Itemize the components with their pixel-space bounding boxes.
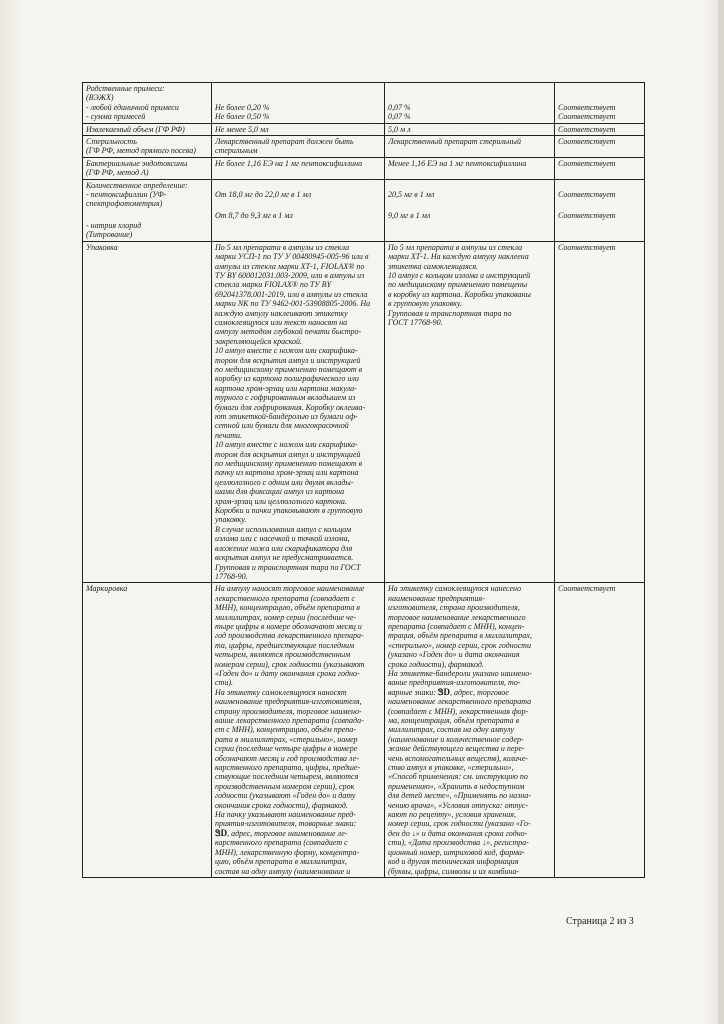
result-line: 10 ампул с кольцом излома и инструкцией xyxy=(388,270,531,280)
spec-line: окончания срока годности), фармакод. xyxy=(215,800,348,810)
conclusion-cell xyxy=(555,179,645,241)
spec-line: Не более 0,50 % xyxy=(215,112,270,122)
result-line: сти), «Дата производства ↓», регистра- xyxy=(388,838,529,848)
param-line: Бактериальные эндотоксины xyxy=(86,158,188,168)
spec-line: вскрытия ампул не предусматривается. xyxy=(215,553,354,563)
param-line: Извлекаемый объем (ГФ РФ) xyxy=(86,124,185,134)
result-line: наименование лекарственного препарата xyxy=(388,697,532,707)
spec-line: стерильным xyxy=(215,146,258,156)
spec-line: тором для вскрытия ампул и инструкцией xyxy=(215,449,361,459)
spec-line: целлюлозного с одним или двумя вклады- xyxy=(215,477,354,487)
param-line: (ВЭЖХ) xyxy=(86,93,114,103)
spec-line: Не более 1,16 ЕЭ на 1 мг пентоксифиллина xyxy=(215,158,363,168)
conclusion-cell xyxy=(555,241,645,583)
spec-line: печати. xyxy=(215,430,243,440)
result-line: марки ХТ-1. На каждую ампулу наклеена xyxy=(388,252,529,262)
spec-cell xyxy=(212,241,385,583)
spec-line: Групповая и транспортная тара по ГОСТ xyxy=(215,562,361,572)
conclusion-line: Соответствует xyxy=(558,102,616,112)
table-row-assay xyxy=(83,179,645,241)
param-line: (ГФ РФ, метод прямого посева) xyxy=(86,146,196,156)
param-line: - любой единичной примеси xyxy=(86,102,179,112)
spec-line: по медицинскому применению помещают в xyxy=(215,459,363,469)
param-line: Упаковка xyxy=(86,242,118,252)
spec-line: Коробки и пачки упаковывают в групповую xyxy=(215,506,363,516)
spec-line: вложение ножа или скарификатора для xyxy=(215,543,353,553)
result-line: кают по рецепту», условия хранения, xyxy=(388,810,517,820)
spec-line: номером серии), срок годности (указывают xyxy=(215,659,365,669)
spec-line: производственным номером серии), срок xyxy=(215,781,355,791)
spec-line: хром-эрзац или целлюлозного картона. xyxy=(215,496,347,506)
conclusion-cell xyxy=(555,123,645,135)
spec-line: сти). xyxy=(215,678,233,688)
result-cell xyxy=(385,241,555,583)
result-line: (буквы, цифры, символы и их комбина- xyxy=(388,866,520,876)
result-line: наименование предприятия- xyxy=(388,593,485,603)
spec-line: Не менее 5,0 мл xyxy=(215,124,269,134)
spec-line: приятия-изготовителя, товарные знаки: xyxy=(215,819,357,829)
conclusion-cell xyxy=(555,157,645,179)
param-line: Количественное определение: xyxy=(86,180,188,190)
conclusion-cell xyxy=(555,136,645,158)
specification-table xyxy=(82,82,645,878)
result-line: этикетка самоклеящаяся. xyxy=(388,261,479,271)
conclusion-line: Соответствует xyxy=(558,584,616,594)
spec-line: ют этикеткой-бандеролью из бумаги оф- xyxy=(215,412,358,421)
conclusion-line xyxy=(558,84,641,93)
conclusion-line: Соответствует xyxy=(558,211,616,221)
result-line: Групповая и транспортная тара по xyxy=(388,308,512,318)
result-line: миллилитрах, состав на одну ампулу xyxy=(388,725,514,735)
spec-line: сетной или бумаги для многокрасочной xyxy=(215,421,349,431)
result-line: На этикетке-бандероли указано наимено- xyxy=(388,668,532,678)
result-line: применению», «Хранить в недоступном xyxy=(388,781,525,791)
spec-line: «Годен до» и дату окончания срока годно- xyxy=(215,668,360,678)
spec-line: стекла марки FIOLAX® по ТУ BY xyxy=(215,280,332,290)
result-line: номер серии, срок годности (указано «Го- xyxy=(388,819,531,829)
param-cell xyxy=(83,241,212,583)
param-line: - натрия хлорид xyxy=(86,220,142,230)
spec-cell xyxy=(212,157,385,179)
result-line: ма, концентрация, объём препарата в xyxy=(388,716,520,725)
table-row-extractable-volume xyxy=(83,123,645,135)
spacer xyxy=(388,199,551,211)
spec-line: бумаги для гофрирования. Коробку оклеива- xyxy=(215,402,366,412)
spec-line: коробку из картона полиграфического или xyxy=(215,374,359,384)
param-cell xyxy=(83,123,212,135)
spec-line: лекарственного препарата (совпадает с xyxy=(215,593,355,603)
result-line: изготовителя, страна производителя, xyxy=(388,603,520,613)
result-line xyxy=(388,84,551,93)
table-row-sterility xyxy=(83,136,645,158)
result-line: препарата (совпадает с МНН), концен- xyxy=(388,621,525,631)
param-line: (Титрование) xyxy=(86,230,133,240)
result-line: ство ампул в упаковке, «стерильно», xyxy=(388,763,514,773)
spec-line: Лекарственный препарат должен быть xyxy=(215,137,354,147)
spec-line: 692041378.001-2019, или в ампулы из стекла xyxy=(215,289,368,299)
table-row-impurities xyxy=(83,83,645,124)
param-line: - сумма примесей xyxy=(86,112,146,122)
spacer xyxy=(86,209,208,221)
spec-line: ампулу методом глубокой печати быстро- xyxy=(215,327,362,337)
page-number: Страница 2 из 3 xyxy=(566,916,634,927)
result-line: 5,0 м л xyxy=(388,124,411,134)
result-line: «стерильно», номер серии, срок годности xyxy=(388,640,531,650)
result-cell xyxy=(385,123,555,135)
spec-line: карственного препарата (совпадает с xyxy=(215,838,348,848)
specification-table-body xyxy=(83,83,645,878)
spec-line: На пачку указывают наименование пред- xyxy=(215,810,356,820)
result-cell xyxy=(385,157,555,179)
spec-line: МНН), лекарственную форму, концентра- xyxy=(215,847,360,857)
spec-line: карственного препарата, цифры, предше- xyxy=(215,763,361,773)
result-line: (совпадает с МНН), лекарственная фор- xyxy=(388,706,529,716)
result-line: ден до ↓» и дата окончания срока годно- xyxy=(388,828,528,838)
spec-line: излома или с насечкой и точкой излома, xyxy=(215,534,350,544)
result-line: 20,5 мг в 1 мл xyxy=(388,190,435,200)
table-row-endotoxins xyxy=(83,157,645,179)
spec-line: ампулы из стекла марки ХТ-1, FIOLAX® по xyxy=(215,261,365,271)
spec-line: тыре цифры в номере обозначают месяц и xyxy=(215,621,362,631)
spec-line: МНН), концентрацию, объём препарата в xyxy=(215,603,360,613)
result-cell xyxy=(385,83,555,124)
spec-line: шами для фиксации ампул из картона xyxy=(215,487,345,497)
trademark-line: ᏕD, адрес, торговое наименование ле- xyxy=(215,828,348,838)
result-line: ционный номер, штриховой код, фарма- xyxy=(388,847,525,857)
conclusion-line xyxy=(558,93,641,102)
spacer xyxy=(215,199,381,211)
page-edge-shadow xyxy=(718,0,724,1024)
param-cell xyxy=(83,179,212,241)
spec-line xyxy=(215,181,381,190)
spec-line: четырем, являются производственным xyxy=(215,650,351,660)
spec-line xyxy=(215,93,381,102)
table-row-labeling xyxy=(83,583,645,878)
spec-line: марки УСП-1 по ТУ У 00480945-005-96 или в xyxy=(215,252,369,262)
param-cell xyxy=(83,136,212,158)
conclusion-line: Соответствует xyxy=(558,158,616,168)
result-line: вание предприятия-изготовителя, то- xyxy=(388,678,521,688)
spec-line: ствующие последним четырем, являются xyxy=(215,772,359,782)
conclusion-cell xyxy=(555,83,645,124)
result-line: по медицинскому применению помещены xyxy=(388,280,528,290)
result-cell xyxy=(385,136,555,158)
param-line: Стерильность xyxy=(86,137,137,147)
result-cell xyxy=(385,179,555,241)
spec-line: по медицинскому применению помещают в xyxy=(215,364,363,374)
spec-line: упаковку. xyxy=(215,515,247,525)
spec-line: самоклеящуюся или текст наносят на xyxy=(215,317,348,327)
spec-line: картона хром-эрзац или картона макула- xyxy=(215,383,357,393)
spec-cell xyxy=(212,123,385,135)
result-line: жание действующего вещества и пере- xyxy=(388,744,525,754)
spec-line: По 5 мл препарата в ампулы из стекла xyxy=(215,242,350,252)
spec-cell xyxy=(212,83,385,124)
spec-line: 10 ампул вместе с ножом или скарифика- xyxy=(215,346,358,356)
spec-line: ет с МНН), концентрацию, объём препа- xyxy=(215,725,356,735)
param-line: спектрофотометрия) xyxy=(86,199,163,209)
spec-line: та, цифры, предшествующие последним xyxy=(215,640,355,650)
conclusion-line: Соответствует xyxy=(558,190,616,200)
result-line: 0,07 % xyxy=(388,102,411,112)
spec-line: закрепляющейся краской. xyxy=(215,336,303,346)
spec-line: страну производителя, торговое наимено- xyxy=(215,706,362,716)
trademark-icon: ᏕD xyxy=(437,687,450,697)
spec-line: серии (последние четыре цифры в номере xyxy=(215,744,358,754)
conclusion-cell xyxy=(555,583,645,878)
spacer xyxy=(558,199,641,211)
spec-line: На ампулу наносят торговое наименование xyxy=(215,584,365,594)
spec-cell xyxy=(212,136,385,158)
spec-line: состав на одну ампулу (наименование и xyxy=(215,866,351,876)
result-line: код и другая техническая информация xyxy=(388,857,519,867)
result-line: чень вспомогательных веществ), количе- xyxy=(388,753,528,763)
result-line: срока годности), фармакод. xyxy=(388,659,484,669)
result-line: чению врача», «Условия отпуска: отпус- xyxy=(388,800,529,810)
conclusion-line: Соответствует xyxy=(558,137,616,147)
result-line xyxy=(388,181,551,190)
result-line: торговое наименование лекарственного xyxy=(388,612,526,622)
result-line: По 5 мл препарата в ампулы из стекла xyxy=(388,242,523,252)
result-line: (наименование и количественное содер- xyxy=(388,734,524,744)
spec-line: годности (указывают «Годен до» и дату xyxy=(215,791,356,801)
spec-line: наименование предприятия-изготовителя, xyxy=(215,697,362,707)
spec-line: турного с гофрированным вкладышем из xyxy=(215,393,356,403)
param-line: (ГФ РФ, метод А) xyxy=(86,168,149,178)
result-cell xyxy=(385,583,555,878)
param-line: Родственные примеси: xyxy=(86,84,165,93)
spec-line: цию, объём препарата в миллилитрах, xyxy=(215,857,347,867)
trademark-icon: ᏕD xyxy=(215,828,228,838)
result-line: ГОСТ 17768-90. xyxy=(388,317,443,327)
result-line: (указано «Годен до» и дата окончания xyxy=(388,650,520,660)
param-cell xyxy=(83,157,212,179)
param-line: - пентоксифиллин (УФ- xyxy=(86,190,167,200)
spec-cell xyxy=(212,583,385,878)
conclusion-line: Соответствует xyxy=(558,112,616,122)
result-line: трация, объём препарата в миллилитрах, xyxy=(388,631,532,641)
result-line: 9,0 мг в 1 мл xyxy=(388,211,431,221)
conclusion-line xyxy=(558,181,641,190)
spec-line: пачку из картона хром-эрзац или картона xyxy=(215,468,359,478)
conclusion-line: Соответствует xyxy=(558,242,616,252)
result-line: На этикетку самоклеящуюся нанесено xyxy=(388,584,521,594)
param-cell xyxy=(83,583,212,878)
spec-line: обозначают месяц и год производства ле- xyxy=(215,753,359,763)
spec-line: ТУ BY 600012031.003-2009, или в ампулы из xyxy=(215,270,365,280)
result-line: в групповую упаковку. xyxy=(388,299,462,309)
result-line: в коробку из картона. Коробки упакованы xyxy=(388,289,531,299)
result-line: Менее 1,16 ЕЭ на 1 мг пентоксифиллина xyxy=(388,158,527,168)
spec-line: каждую ампулу наклеивают этикетку xyxy=(215,308,348,318)
spec-line: тором для вскрытия ампул и инструкцией xyxy=(215,355,361,365)
conclusion-line: Соответствует xyxy=(558,124,616,134)
result-line: для детей месте», «Применять по назна- xyxy=(388,791,531,801)
result-line: Лекарственный препарат стерильный xyxy=(388,137,521,147)
spec-cell xyxy=(212,179,385,241)
table-row-packaging xyxy=(83,241,645,583)
spec-line: 10 ампул вместе с ножом или скарифика- xyxy=(215,440,358,450)
trademark-line: варные знаки: ᏕD, адрес, торговое xyxy=(388,687,509,697)
spec-line: На этикетку самоклеящуюся наносят xyxy=(215,687,347,697)
result-line xyxy=(388,93,551,102)
spec-line xyxy=(215,84,381,93)
result-line: 0,07 % xyxy=(388,112,411,122)
spec-line: вание лекарственного препарата (совпада- xyxy=(215,716,364,725)
spec-line: год производства лекарственного препара- xyxy=(215,631,364,641)
spec-line: 17768-90. xyxy=(215,571,248,581)
spec-line: миллилитрах, номер серии (последние че- xyxy=(215,612,357,622)
spec-line: От 8,7 до 9,3 мг в 1 мл xyxy=(215,211,293,221)
spec-line: От 18,0 мг до 22,0 мг в 1 мл xyxy=(215,190,312,200)
param-cell xyxy=(83,83,212,124)
spec-line: В случае использования ампул с кольцом xyxy=(215,524,352,534)
spec-line: марки NK по ТУ 9462-001-53908805-2006. На xyxy=(215,299,371,309)
param-line: Маркировка xyxy=(86,584,128,594)
spec-line: рата в миллилитрах, «стерильно», номер xyxy=(215,734,358,744)
result-line: «Способ применения: см. инструкцию по xyxy=(388,772,528,782)
spec-line: Не более 0,20 % xyxy=(215,102,270,112)
